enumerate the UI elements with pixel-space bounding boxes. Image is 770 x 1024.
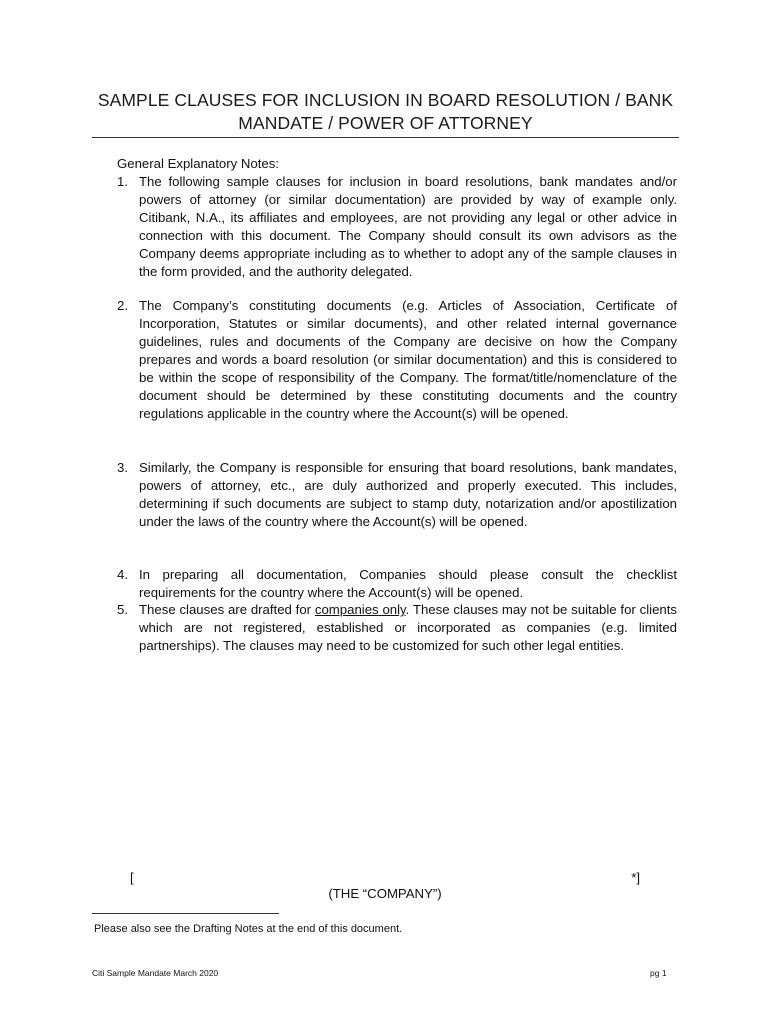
note-text: In preparing all documentation, Companies should please consult the checklist requirements for the country where the Account(s) will be opened. — [139, 567, 677, 600]
close-bracket: *] — [631, 870, 640, 885]
title-line-2: MANDATE / POWER OF ATTORNEY — [238, 113, 533, 133]
title-line-1: SAMPLE CLAUSES FOR INCLUSION IN BOARD RESOLUTION / BANK — [97, 90, 674, 110]
note-item-1 — [117, 173, 677, 281]
title-divider — [92, 137, 679, 138]
footnote: Please also see the Drafting Notes at the end of this document. — [94, 923, 403, 935]
notes-heading: General Explanatory Notes: — [117, 156, 279, 171]
page-number: pg 1 — [650, 968, 667, 978]
open-bracket: [ — [130, 870, 134, 885]
note-text-end: . These clauses may not be suitable for clients which are not registered, established or incorporated as companies (e.g. limited partnerships). The clauses may need to be customized for such other legal entities. — [139, 602, 677, 653]
note-item-3 — [117, 459, 677, 531]
note-text: The following sample clauses for inclusion in board resolutions, bank mandates and/or powers of attorney (or similar documentation) are provided by way of example only. Citibank, N.A., its affiliates and employees, are not providing any legal or other advice in connection with this document. The Company should consult its own advisors as the Company deems appropriate including as to whether to adopt any of the sample clauses in the form provided, and the authority delegated. — [139, 174, 677, 279]
note-number: 3. — [117, 460, 128, 475]
note-text: Similarly, the Company is responsible for ensuring that board resolutions, bank mandates, powers of attorney, etc., are duly authorized and properly executed. This includes, determining if such documents are subject to stamp duty, notarization and/or apostilization under the laws of the country where the Account(s) will be opened. — [139, 460, 677, 529]
document-title — [92, 89, 679, 135]
footnote-divider — [92, 913, 279, 914]
note-item-5 — [117, 601, 677, 655]
note-number: 1. — [117, 174, 128, 189]
company-label: (THE “COMPANY”) — [328, 886, 442, 901]
note-number: 5. — [117, 602, 128, 617]
note-number: 4. — [117, 567, 128, 582]
note-text — [139, 601, 677, 655]
note-number: 2. — [117, 298, 128, 313]
note-item-2 — [117, 297, 677, 423]
note-item-4 — [117, 566, 677, 602]
note-text-start: These clauses are drafted for — [139, 602, 315, 617]
companies-only-underlined: companies only — [314, 602, 406, 617]
footer-document-name: Citi Sample Mandate March 2020 — [92, 968, 219, 978]
note-text: The Company’s constituting documents (e.g. Articles of Association, Certificate of Incorporation, Statutes or similar documents), and other related internal governance guidelines, rules and documents of the Company are decisive on how the Company prepares and words a board resolution (or similar documentation) and this is considered to be within the scope of responsibility of the Company. The format/title/nomenclature of the document should be determined by these constituting documents and the country regulations applicable in the country where the Account(s) will be opened. — [139, 298, 677, 421]
